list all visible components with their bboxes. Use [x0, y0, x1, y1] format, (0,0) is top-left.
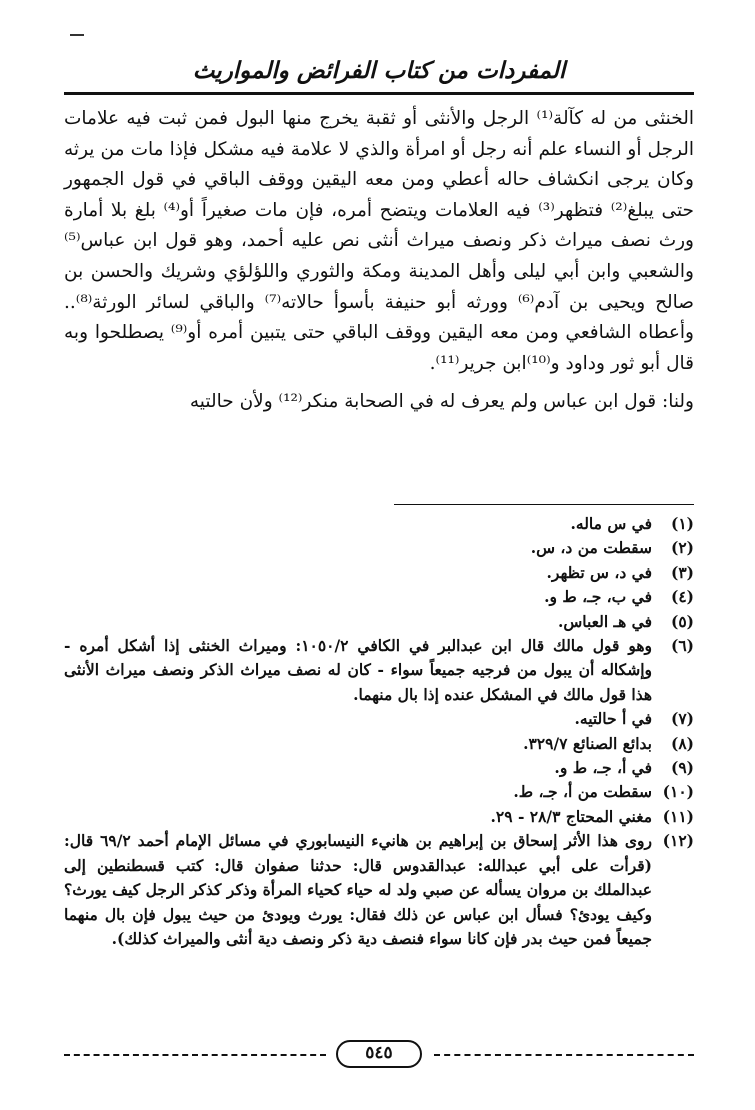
corner-mark [70, 34, 84, 36]
footnote-number: (٤) [670, 587, 694, 607]
footnote-text: مغني المحتاج ٢٨/٣ - ٢٩. [490, 806, 652, 826]
footnote-number: (١٠) [662, 782, 694, 802]
footnote-item [64, 536, 694, 560]
footnote-number: (٩) [670, 758, 694, 778]
footnote-number: (٥) [670, 611, 694, 631]
footer-dashed-rule-left [64, 1054, 326, 1056]
header-rule [64, 92, 694, 95]
paragraph-1: الخنثى من له كآلة⁽¹⁾ الرجل والأنثى أو ثقبة يخرج منها البول فمن ثبت فيه علامات الرجل أو النساء علم أنه رجل أو امرأة والذي لا علامة فيه مشكل فإذا مات من يرثه وكان يرجى انكشاف حاله أعطي ومن معه اليقين ووقف الباقي في قول الجمهور حتى يبلغ⁽²⁾ فتظهر⁽³⁾ فيه العلامات ويتضح أمره، فإن مات صغيراً أو⁽⁴⁾ بلغ بلا أمارة ورث نصف ميراث ذكر ونصف ميراث أنثى نص عليه أحمد، وهو قول ابن عباس⁽⁵⁾ والشعبي وابن أبي ليلى وأهل المدينة ومكة والثوري واللؤلؤي وشريك والحسن بن صالح ويحيى بن آدم⁽⁶⁾ وورثه أبو حنيفة بأسوأ حالاته⁽⁷⁾ والباقي لسائر الورثة⁽⁸⁾.. وأعطاه الشافعي ومن معه اليقين ووقف الباقي حتى يتبين أمره أو⁽⁹⁾ يصطلحوا وبه قال أبو ثور وداود و⁽¹⁰⁾ابن جرير⁽¹¹⁾. [64, 108, 695, 374]
footnote-number: (٧) [670, 709, 694, 729]
footnote-item [64, 780, 694, 804]
running-head: المفردات من كتاب الفرائض والمواريث [192, 57, 566, 84]
footnote-number: (١٢) [662, 831, 694, 851]
footnote-number: (٣) [670, 562, 694, 582]
footnote-text: في د، س تظهر. [546, 562, 652, 582]
footnote-text: وهو قول مالك قال ابن عبدالبر في الكافي ١٠٥٠/٢: وميراث الخنثى إذا أشكل أمره - وإشكاله أن يبول من فرجيه جميعاً سواء - كان له نصف ميراث الذكر ونصف ميراث الأنثى هذا قول مالك في المشكل عنده إذا بال منهما. [64, 636, 652, 704]
footnote-item [64, 561, 694, 585]
footnote-separator [394, 504, 694, 505]
footnote-text: روى هذا الأثر إسحاق بن إبراهيم بن هانيء النيسابوري في مسائل الإمام أحمد ٦٩/٢ قال: (قرأت على أبي عبدالله: عبدالقدوس قال: حدثنا صفوان قال: كتب قسطنطين إلى عبدالملك بن مروان يسأله عن صبي ولد له حياء كحياء المرأة وذكر كذكر الرجل كيف يورث؟ وكيف يودئ؟ فسأل ابن عباس عن ذلك فقال: يورث ويودئ من حيث يبول فإن بال منهما جميعاً فمن حيث بدر فإن كانا سواء فنصف دية ذكر ونصف دية أنثى والميراث كذلك). [64, 831, 652, 948]
footnote-text: في ب، جـ، ط و. [544, 587, 652, 607]
footnote-text: في س ماله. [570, 514, 652, 533]
footnote-item [64, 610, 694, 634]
footnote-text: في أ، جـ، ط و. [554, 758, 652, 778]
footnote-item [64, 805, 694, 829]
footer-dashed-rule-right [434, 1054, 694, 1056]
footnote-text: سقطت من د، س. [530, 538, 652, 558]
footnote-item [64, 512, 694, 536]
footnote-text: سقطت من أ، جـ، ط. [513, 782, 652, 802]
footnote-item [64, 707, 694, 731]
footnote-number: (٦) [670, 636, 694, 656]
footnote-number: (١١) [662, 806, 694, 826]
footnote-item [64, 756, 694, 780]
page-footer [64, 1040, 694, 1070]
footnote-number: (٢) [670, 538, 694, 558]
footnote-item [64, 732, 694, 756]
paragraph-2: ولنا: قول ابن عباس ولم يعرف له في الصحابة منكر⁽¹²⁾ ولأن حالتيه [189, 391, 694, 413]
main-text [64, 104, 694, 418]
footnote-item [64, 634, 694, 707]
footnote-number: (١) [670, 514, 694, 533]
footnote-item [64, 585, 694, 609]
footnote-text: بدائع الصنائع ٣٢٩/٧. [523, 733, 652, 753]
footnote-number: (٨) [670, 733, 694, 753]
footnote-item [64, 829, 694, 951]
footnotes-list [64, 512, 694, 951]
footnote-text: في هـ العباس. [557, 611, 652, 631]
book-page [64, 0, 694, 1110]
footnote-text: في أ حالتيه. [574, 709, 652, 729]
page-number: ٥٤٥ [336, 1040, 422, 1068]
